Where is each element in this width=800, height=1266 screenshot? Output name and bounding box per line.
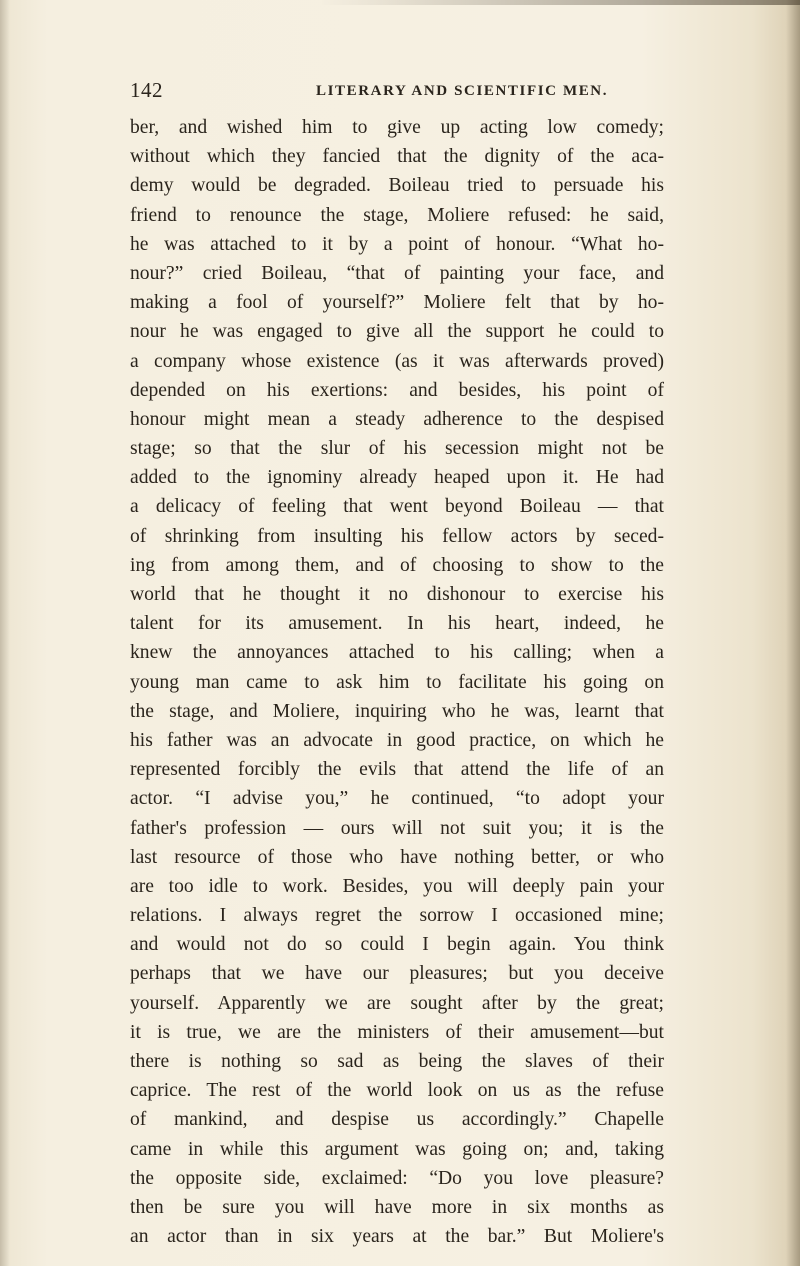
text-line: depended on his exertions: and besides, his point of <box>130 379 664 401</box>
text-line: his father was an advocate in good practice, on which he <box>130 729 664 751</box>
text-line: nour he was engaged to give all the support he could to <box>130 321 664 343</box>
text-line: perhaps that we have our pleasures; but you deceive <box>130 963 664 985</box>
text-line: an actor than in six years at the bar.” But Moliere's <box>130 1226 664 1248</box>
text-line: actor. “I advise you,” he continued, “to adopt your <box>130 788 664 810</box>
text-line: last resource of those who have nothing better, or who <box>130 846 664 868</box>
text-line: then be sure you will have more in six months as <box>130 1196 664 1218</box>
text-line: caprice. The rest of the world look on us as the refuse <box>130 1080 664 1102</box>
text-line: added to the ignominy already heaped upon it. He had <box>130 467 664 489</box>
text-line: of shrinking from insulting his fellow actors by seced- <box>130 525 664 547</box>
text-line: nour?” cried Boileau, “that of painting your face, and <box>130 262 664 284</box>
text-line: a delicacy of feeling that went beyond Boileau — that <box>130 496 664 518</box>
text-line: there is nothing so sad as being the slaves of their <box>130 1051 664 1072</box>
text-line: it is true, we are the ministers of their amusement—but <box>130 1021 664 1043</box>
text-line: honour might mean a steady adherence to the despised <box>130 408 664 430</box>
text-line: represented forcibly the evils that attend the life of an <box>130 759 664 781</box>
text-line: the opposite side, exclaimed: “Do you love pleasure? <box>130 1167 664 1189</box>
text-line: making a fool of yourself?” Moliere felt that by ho- <box>130 292 664 314</box>
text-line: world that he thought it no dishonour to exercise his <box>130 584 664 605</box>
text-line: father's profession — ours will not suit you; it is the <box>130 817 664 839</box>
body-text <box>130 113 664 1251</box>
running-title: LITERARY AND SCIENTIFIC MEN. <box>316 83 609 99</box>
text-line: without which they fancied that the dignity of the aca- <box>130 146 664 168</box>
page-gutter-shadow <box>0 0 10 1266</box>
text-line: young man came to ask him to facilitate his going on <box>130 671 664 693</box>
text-line: a company whose existence (as it was afterwards proved) <box>130 350 664 372</box>
text-line: are too idle to work. Besides, you will deeply pain your <box>130 875 664 897</box>
text-line: talent for its amusement. In his heart, indeed, he <box>130 613 664 635</box>
text-line: friend to renounce the stage, Moliere refused: he said, <box>130 204 664 226</box>
page-top-edge <box>0 0 800 5</box>
text-line: ing from among them, and of choosing to show to the <box>130 554 664 576</box>
text-line: of mankind, and despise us accordingly.” Chapelle <box>130 1109 664 1131</box>
text-line: he was attached to it by a point of honour. “What ho- <box>130 233 664 255</box>
text-line: ber, and wished him to give up acting low comedy; <box>130 117 664 138</box>
text-line: yourself. Apparently we are sought after by the great; <box>130 992 664 1014</box>
page-edge-shadow <box>786 0 800 1266</box>
text-line: the stage, and Moliere, inquiring who he was, learnt that <box>130 700 664 722</box>
text-line: came in while this argument was going on; and, taking <box>130 1138 664 1160</box>
text-line: knew the annoyances attached to his calling; when a <box>130 642 664 664</box>
text-line: and would not do so could I begin again. You think <box>130 934 664 956</box>
page-number: 142 <box>130 78 163 102</box>
running-head <box>130 78 660 106</box>
text-line: stage; so that the slur of his secession might not be <box>130 438 664 460</box>
text-line: demy would be degraded. Boileau tried to persuade his <box>130 175 664 197</box>
text-line: relations. I always regret the sorrow I occasioned mine; <box>130 905 664 927</box>
